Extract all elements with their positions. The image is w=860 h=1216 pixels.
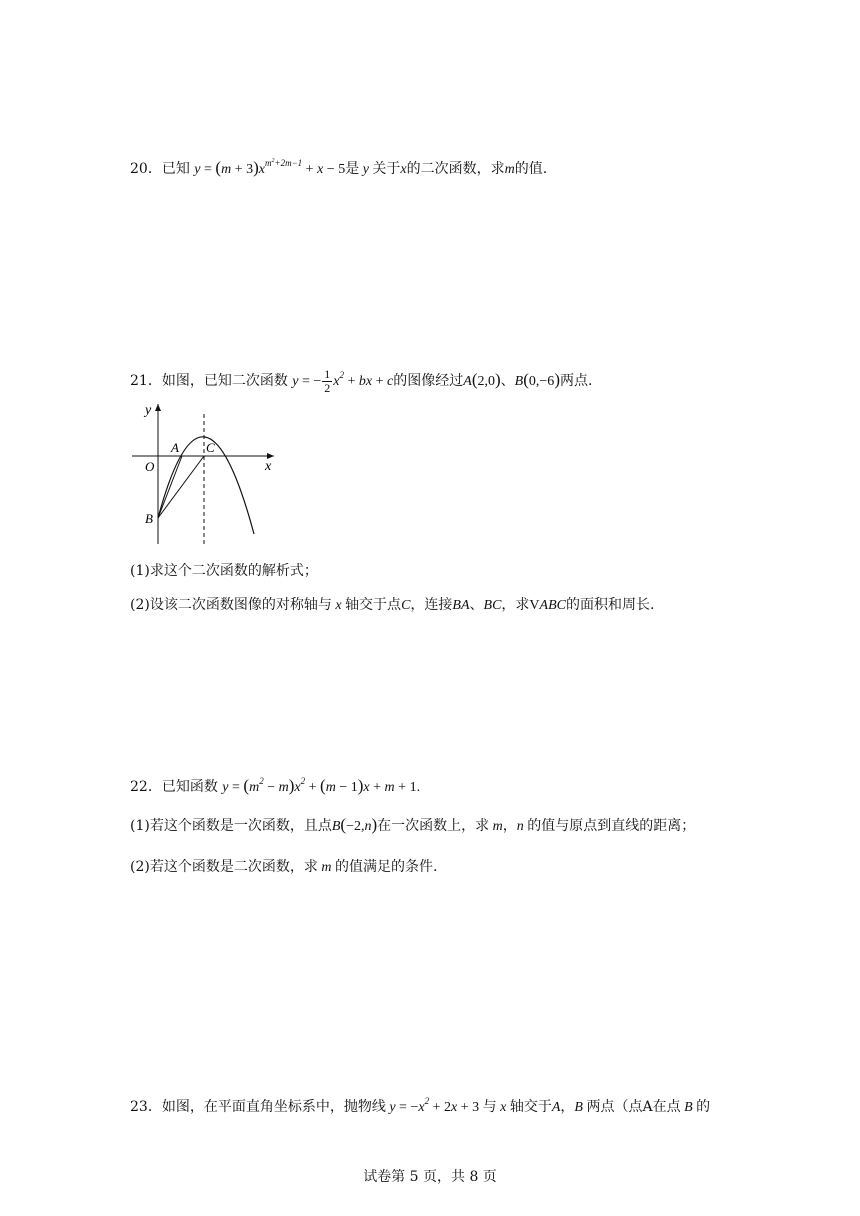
question-21-part-2-c: ，连接 [410,597,453,613]
question-21-sep: 、 [500,373,515,389]
question-22-part-2-a: (2)若这个函数是二次函数，求 [130,859,318,875]
question-21-passes: 的图像经过 [393,373,464,389]
question-21-part-2-a: (2)设该二次函数图像的对称轴与 [130,597,332,613]
label-y: y [145,403,152,418]
question-22-part-1: (1)若这个函数是一次函数，且点B(−2,n)在一次函数上，求 m，n 的值与原点到直线的距离； [130,815,696,834]
question-20-mid: 是 [345,161,360,177]
question-20-after-x: 的二次函数，求 [406,161,505,177]
point-b-coords: B(0,−6) [514,370,560,389]
question-20-end: 的值. [514,161,548,177]
question-22-formula: $y = (m^2 - m)x^2 + (m - 1)x + m + 1$. [222,776,421,795]
point-a-coords: A(2,0) [463,370,501,389]
question-21-part-2-b: 轴交于点 [345,597,402,613]
page-footer: 试卷第 5 页，共 8 页 [363,1169,497,1185]
question-23-formula: $y = -x^2 + 2x + 3$ [385,1096,480,1115]
label-x: x [265,459,272,474]
question-20-number: 20． [130,161,162,177]
question-21-intro: 如图，已知二次函数 [161,373,288,389]
question-23-with: 与 [482,1099,497,1115]
question-23-points: 两点（点A在点 [586,1099,681,1115]
question-22-part-2-b: 的值满足的条件. [334,859,438,875]
question-21-part-2: (2)设该二次函数图像的对称轴与 x 轴交于点C，连接BA、BC，求VABC的面积和周长. [130,597,655,613]
question-22-intro: 已知函数 [161,779,218,795]
segment-ba [158,456,182,518]
question-21-number: 21． [130,373,162,389]
question-21-part-1: (1)求这个二次函数的解析式； [130,563,318,579]
question-22-number: 22． [130,779,162,795]
question-23-tail: 的 [696,1099,711,1115]
question-21-formula: y = − $\frac{1}{2}$ $x^2$ + bx + c [292,367,394,396]
label-a: A [171,440,179,455]
question-22-part-1-a: (1)若这个函数是一次函数，且点 [130,818,332,834]
question-22-part-1-b: 在一次函数上，求 [377,818,490,834]
y-axis-arrow [155,404,161,411]
question-22 [130,770,420,799]
q21-parabola-figure [126,398,286,548]
question-23-axis-text: 轴交于 [509,1099,552,1115]
question-23-number: 23． [130,1099,162,1115]
question-20-formula: $y = (m + 3)x^{m^2+2m-1} + x - 5$ [194,158,346,177]
label-c: C [206,440,215,455]
question-22-part-1-c: 的值与原点到直线的距离； [527,818,696,834]
question-20-prefix: 已知 [161,161,190,177]
question-22-part-2: (2)若这个函数是二次函数，求 m 的值满足的条件. [130,859,438,875]
question-21-part-2-d: 、 [469,597,484,613]
question-23-intro: 如图，在平面直角坐标系中，抛物线 [161,1099,386,1115]
label-o: O [145,459,155,474]
question-21-end: 两点. [559,373,593,389]
question-21 [130,364,592,395]
question-21-part-2-e: ，求 [501,597,530,613]
question-21-part-2-f: 的面积和周长. [565,597,655,613]
question-23: 23．如图，在平面直角坐标系中，抛物线 $y = -x^2 + 2x + 3$ 与 x 轴交于A，B 两点（点A在点 B 的 [130,1096,711,1115]
segment-bc [158,456,204,518]
label-b: B [145,511,153,526]
question-20: 20．已知 $y = (m + 3)x^{m^2+2m-1} + x - 5$是 y 关于x的二次函数，求m的值. [130,158,548,177]
question-20-after-y: 关于 [372,161,401,177]
